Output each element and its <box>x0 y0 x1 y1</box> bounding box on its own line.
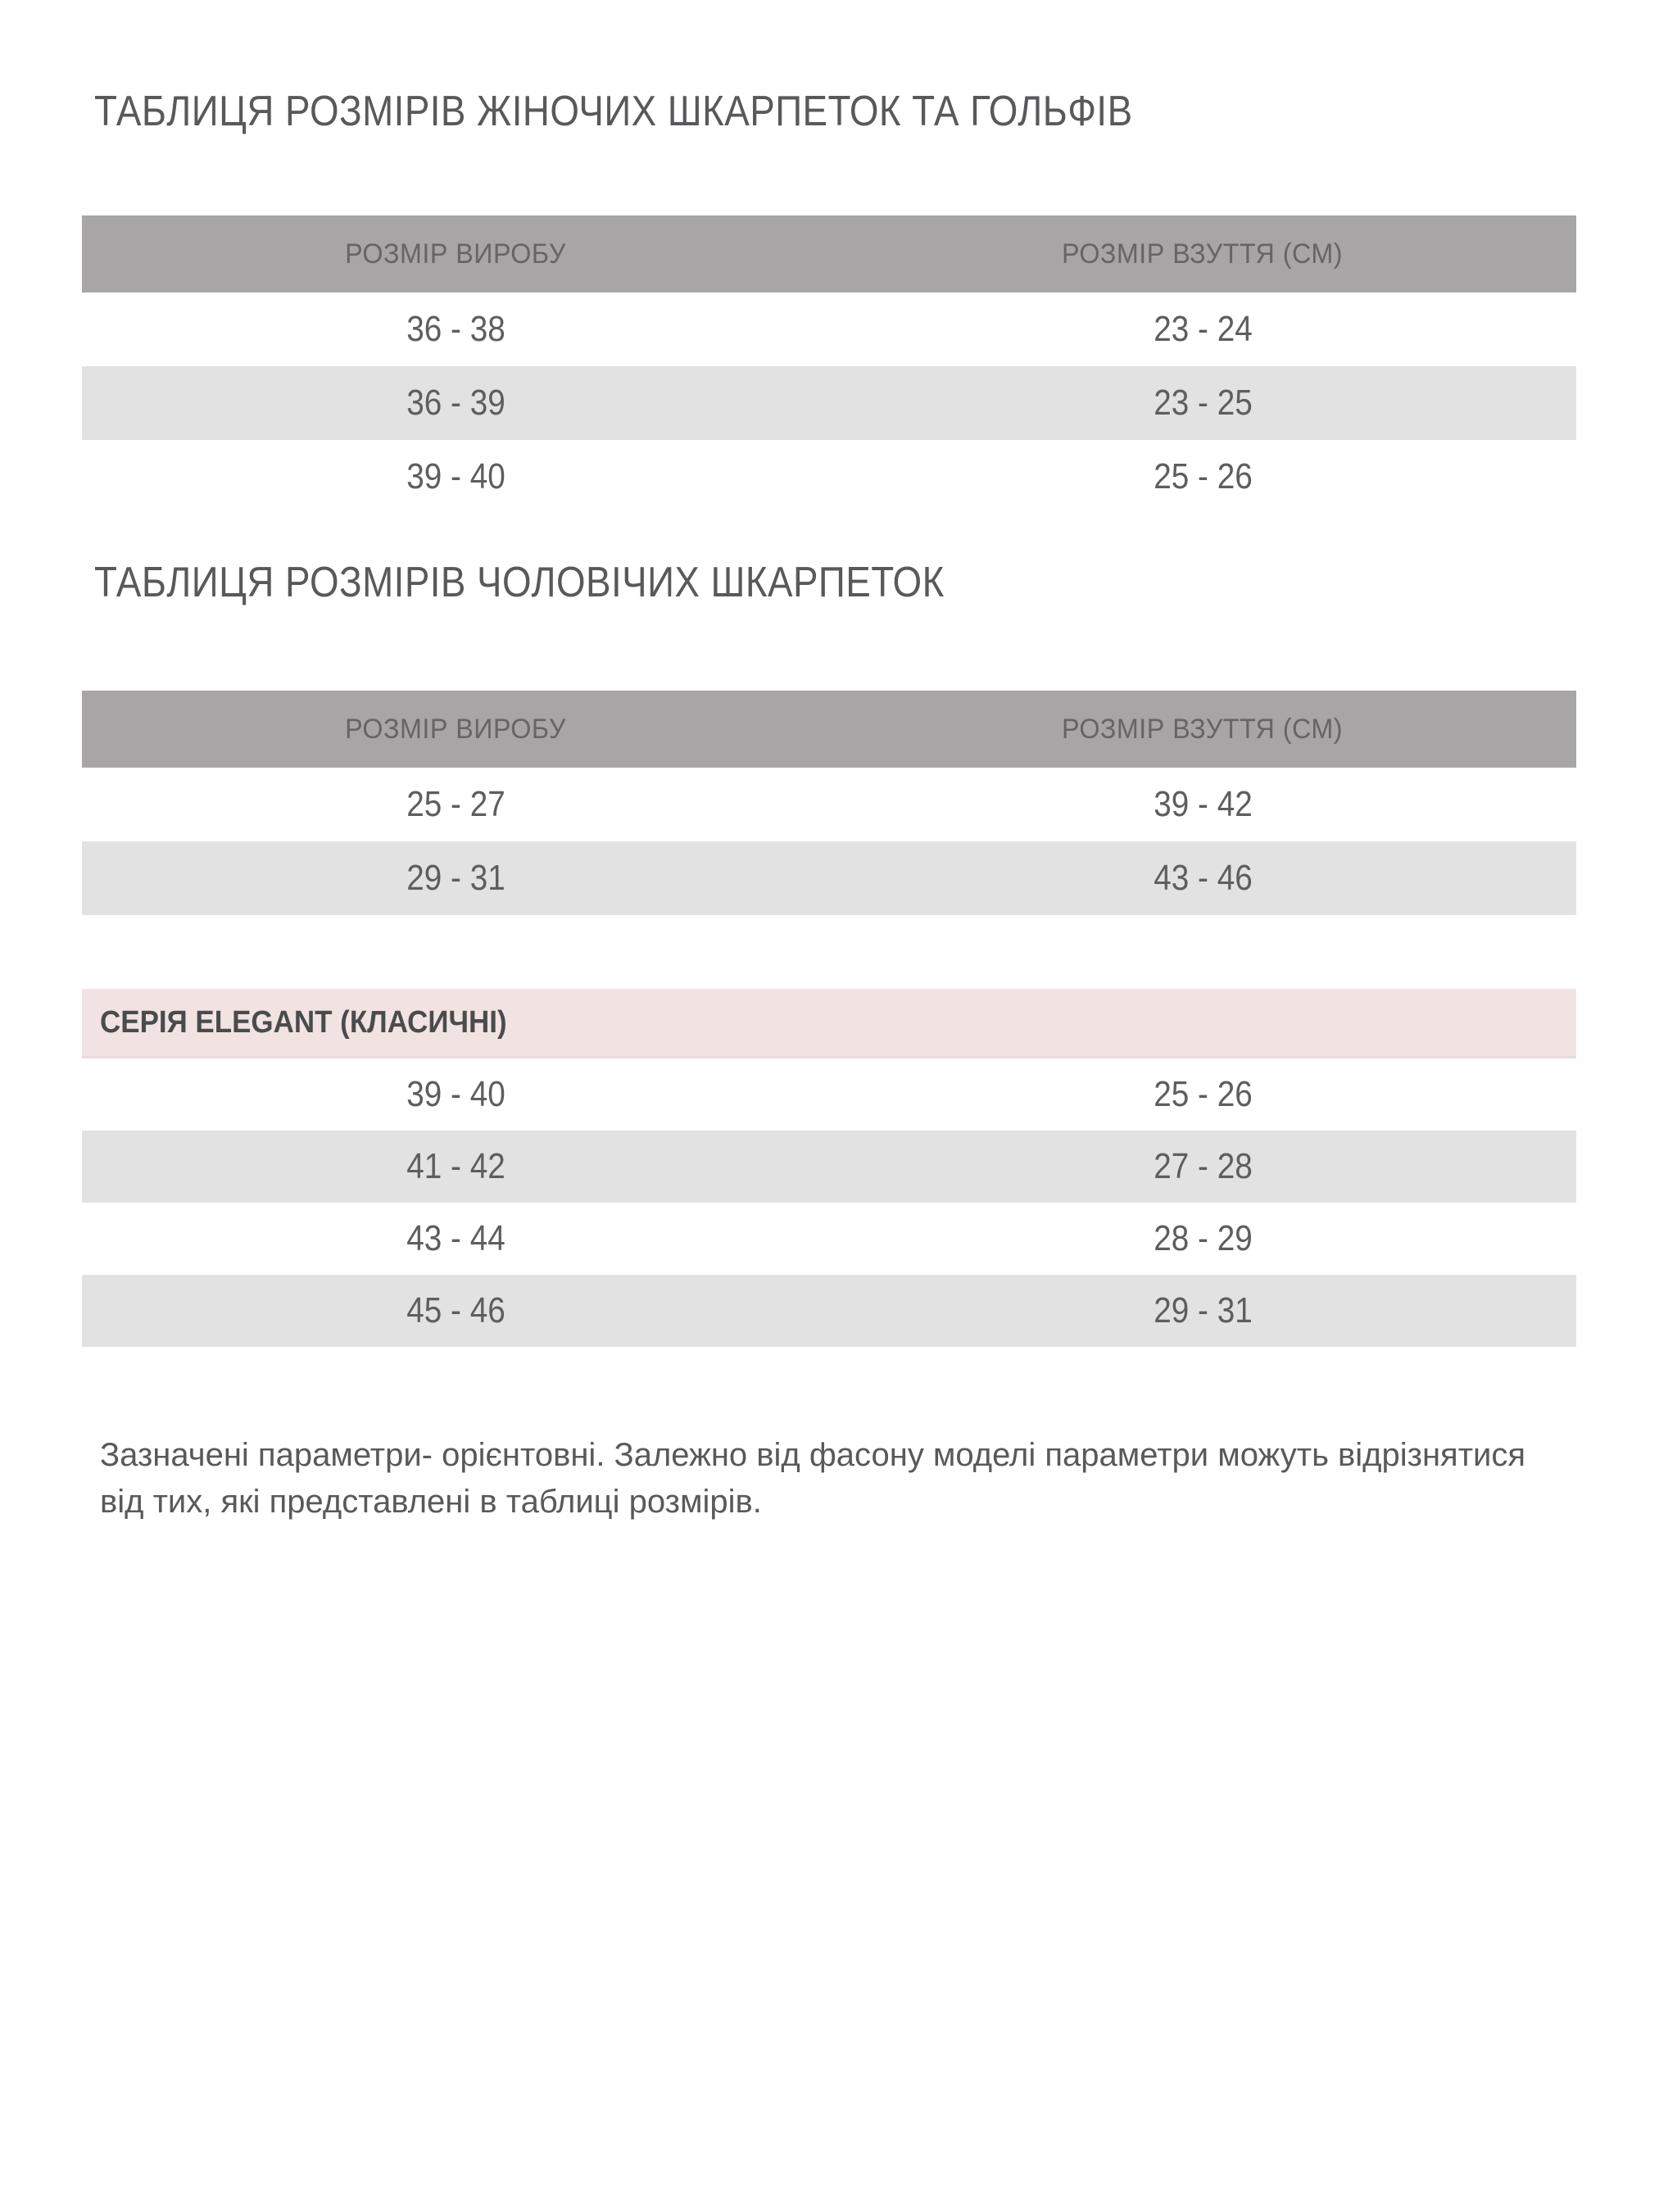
product-size-cell <box>82 1275 829 1347</box>
shoe-size-cell <box>829 292 1576 366</box>
product-size-cell <box>82 841 829 915</box>
disclaimer-note-line: Зазначені параметри- орієнтовні. Залежно від фасону моделі параметри можуть відрізнятися <box>100 1437 1526 1473</box>
product-size-cell <box>82 366 829 440</box>
product-size-value: 39 - 40 <box>406 1074 505 1114</box>
shoe-size-value: 28 - 29 <box>1153 1218 1253 1258</box>
men-sizes-title <box>94 558 1060 607</box>
shoe-size-cell <box>829 841 1576 915</box>
elegant-series-header <box>82 989 1576 1058</box>
women-header-product-size-text: РОЗМІР ВИРОБУ <box>345 238 566 270</box>
shoe-size-cell <box>829 440 1576 514</box>
product-size-value: 25 - 27 <box>406 784 505 824</box>
product-size-value: 29 - 31 <box>406 858 505 898</box>
women-header-shoe-size <box>829 215 1576 292</box>
shoe-size-value: 23 - 25 <box>1153 383 1253 423</box>
product-size-cell <box>82 1203 829 1275</box>
table-row <box>82 1058 1576 1131</box>
product-size-cell <box>82 1131 829 1203</box>
men-sizes-table <box>82 691 1576 915</box>
product-size-value: 45 - 46 <box>406 1290 505 1330</box>
table-row <box>82 768 1576 841</box>
shoe-size-cell <box>829 1275 1576 1347</box>
elegant-series-header-text: СЕРІЯ ELEGANT (КЛАСИЧНІ) <box>100 1004 507 1040</box>
women-header-shoe-size-text: РОЗМІР ВЗУТТЯ (СМ) <box>1062 238 1344 270</box>
shoe-size-value: 27 - 28 <box>1153 1146 1253 1186</box>
shoe-size-cell <box>829 1203 1576 1275</box>
shoe-size-value: 29 - 31 <box>1153 1290 1253 1330</box>
men-header-shoe-size-text: РОЗМІР ВЗУТТЯ (СМ) <box>1062 713 1344 745</box>
shoe-size-cell <box>829 1131 1576 1203</box>
table-row <box>82 841 1576 915</box>
table-row <box>82 1203 1576 1275</box>
women-table-header-row <box>82 215 1576 292</box>
product-size-value: 36 - 39 <box>406 383 505 423</box>
women-sizes-title <box>94 87 1274 136</box>
shoe-size-value: 43 - 46 <box>1153 858 1253 898</box>
shoe-size-value: 23 - 24 <box>1153 309 1253 349</box>
men-header-product-size-text: РОЗМІР ВИРОБУ <box>345 713 566 745</box>
product-size-cell <box>82 1058 829 1131</box>
table-row <box>82 1131 1576 1203</box>
disclaimer-note-line: від тих, які представлені в таблиці розмірів. <box>100 1484 762 1520</box>
table-row <box>82 440 1576 514</box>
table-row <box>82 292 1576 366</box>
women-header-product-size <box>82 215 829 292</box>
men-header-product-size <box>82 691 829 768</box>
shoe-size-cell <box>829 768 1576 841</box>
women-sizes-title-text: ТАБЛИЦЯ РОЗМІРІВ ЖІНОЧИХ ШКАРПЕТОК ТА ГОЛЬФІВ <box>94 88 1133 135</box>
product-size-value: 43 - 44 <box>406 1218 505 1258</box>
product-size-value: 36 - 38 <box>406 309 505 349</box>
table-row <box>82 1275 1576 1347</box>
shoe-size-cell <box>829 366 1576 440</box>
disclaimer-note <box>100 1432 1575 1525</box>
product-size-cell <box>82 440 829 514</box>
men-sizes-title-text: ТАБЛИЦЯ РОЗМІРІВ ЧОЛОВІЧИХ ШКАРПЕТОК <box>94 559 945 606</box>
men-header-shoe-size <box>829 691 1576 768</box>
product-size-value: 41 - 42 <box>406 1146 505 1186</box>
product-size-cell <box>82 768 829 841</box>
shoe-size-value: 25 - 26 <box>1153 1074 1253 1114</box>
product-size-value: 39 - 40 <box>406 456 505 496</box>
women-sizes-table <box>82 215 1576 514</box>
men-table-header-row <box>82 691 1576 768</box>
product-size-cell <box>82 292 829 366</box>
shoe-size-value: 25 - 26 <box>1153 456 1253 496</box>
shoe-size-value: 39 - 42 <box>1153 784 1253 824</box>
table-row <box>82 366 1576 440</box>
shoe-size-cell <box>829 1058 1576 1131</box>
elegant-series-table <box>82 989 1576 1347</box>
